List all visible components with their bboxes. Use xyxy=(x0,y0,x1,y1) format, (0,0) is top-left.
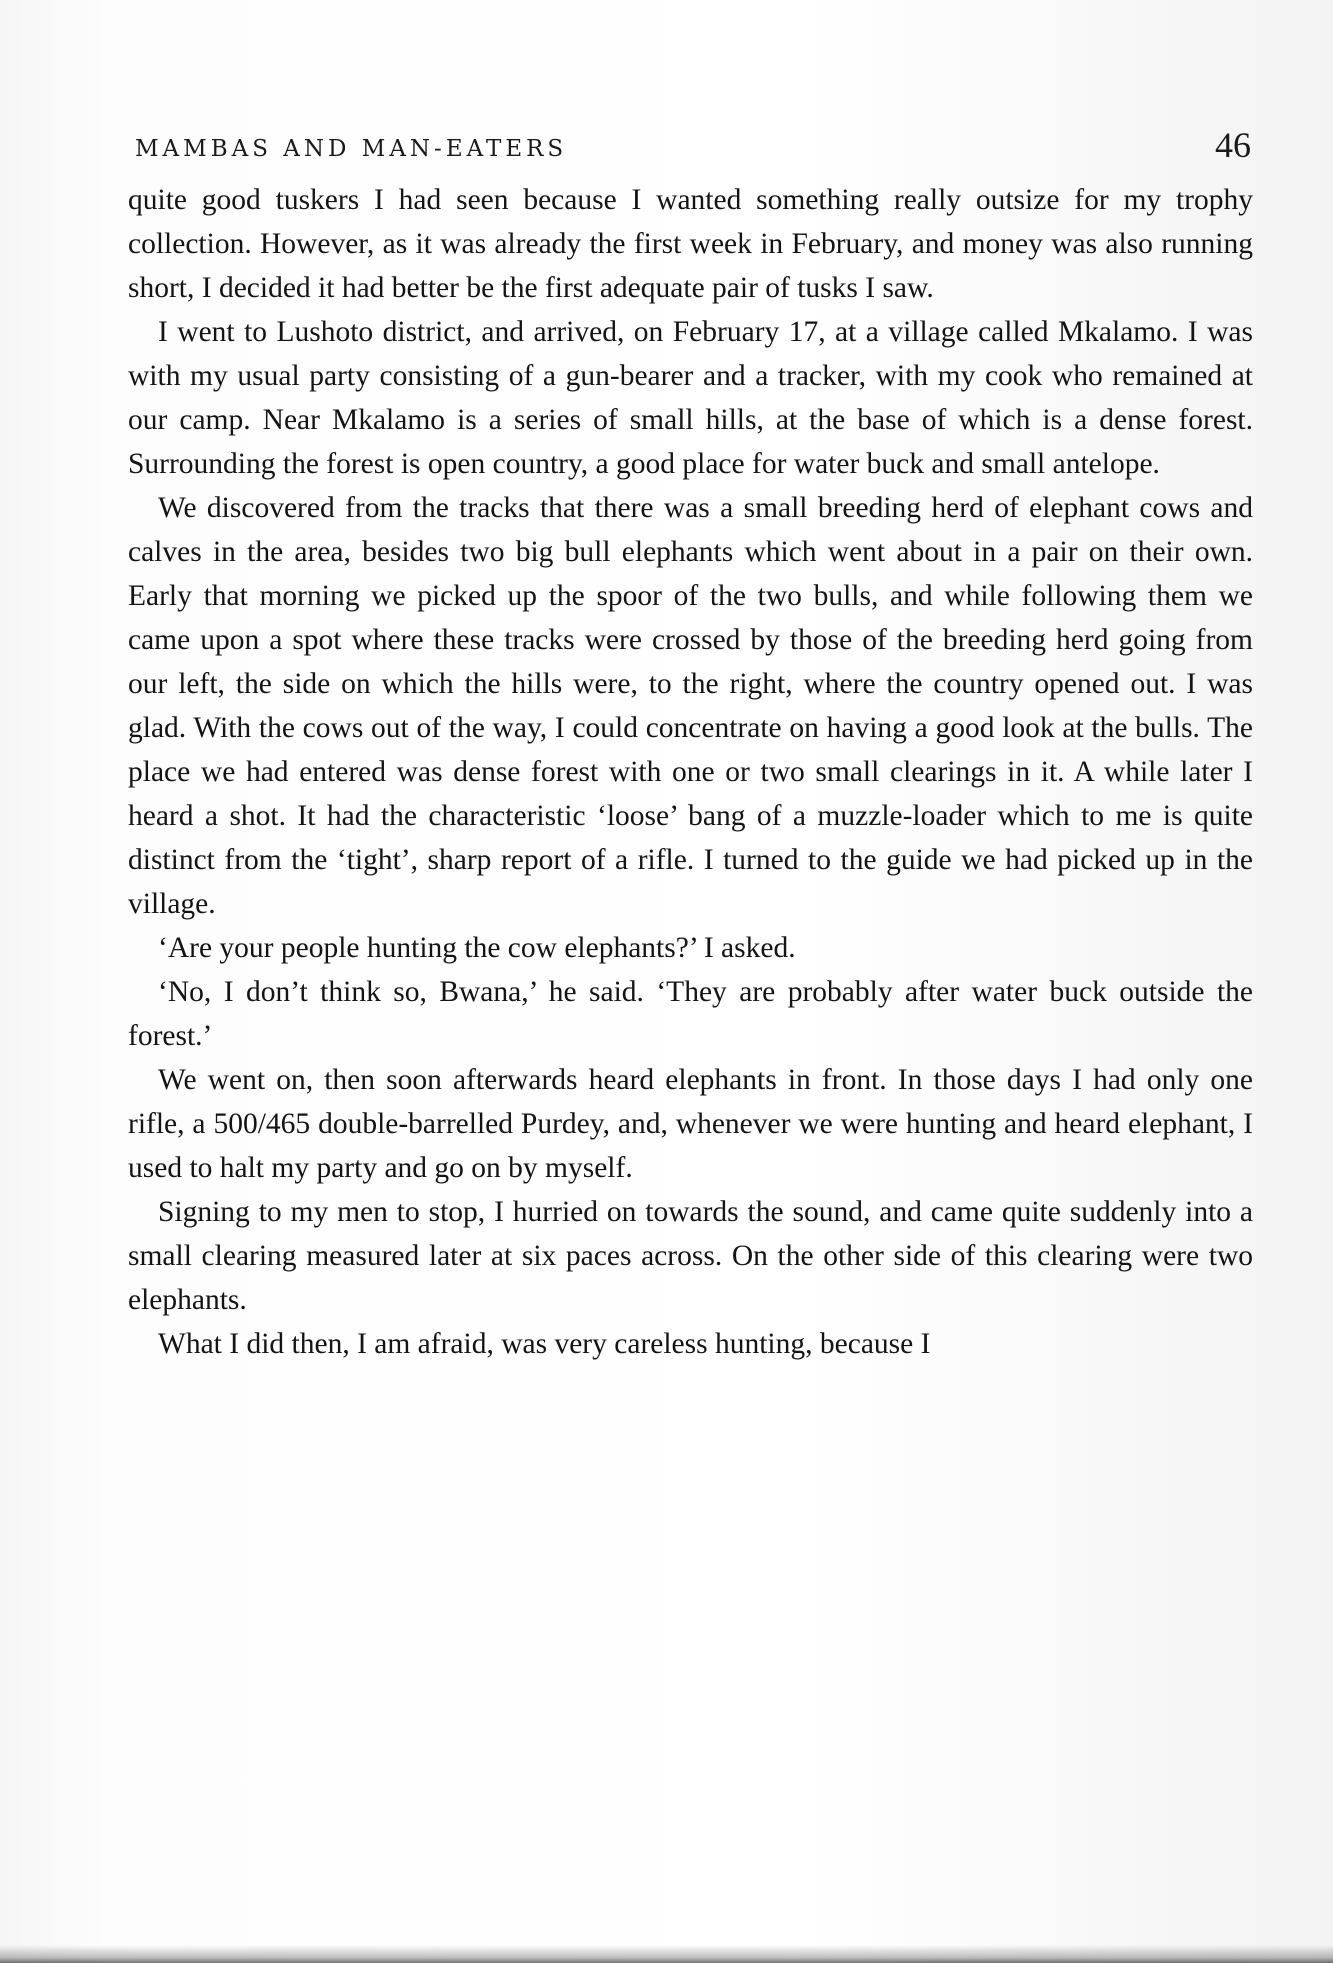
paragraph: Signing to my men to stop, I hurried on towards the sound, and came quite suddenly into a small clearing measured later at six paces across. On the other side of this clearing were two elephants. xyxy=(128,1196,1253,1316)
running-head: MAMBAS AND MAN-EATERS xyxy=(135,136,568,162)
paragraph: ‘No, I don’t think so, Bwana,’ he said. ‘They are probably after water buck outside the forest.’ xyxy=(128,976,1253,1052)
paragraph: We discovered from the tracks that there was a small breeding herd of elephant cows and calves in the area, besides two big bull elephants which went about in a pair on their own. Early that morning we picked up the spoor of the two bulls, and while following them we came upon a spot where these tracks were crossed by those of the breeding herd going from our left, the side on which the hills were, to the right, where the country opened out. I was glad. With the cows out of the way, I could concentrate on having a good look at the bulls. The place we had entered was dense forest with one or two small clearings in it. A while later I heard a shot. It had the characteristic ‘loose’ bang of a muzzle-loader which to me is quite distinct from the ‘tight’, sharp report of a rifle. I turned to the guide we had picked up in the village. xyxy=(128,492,1253,920)
paragraph: What I did then, I am afraid, was very careless hunting, because I xyxy=(158,1328,931,1360)
paragraph: ‘Are your people hunting the cow elephants?’ I asked. xyxy=(158,932,796,964)
body-text xyxy=(128,178,1253,1366)
page-header xyxy=(135,125,1255,168)
paragraph: I went to Lushoto district, and arrived, on February 17, at a village called Mkalamo. I was with my usual party consisting of a gun-bearer and a tracker, with my cook who remained at our camp. Near Mkalamo is a series of small hills, at the base of which is a dense forest. Surrounding the forest is open country, a good place for water buck and small antelope. xyxy=(128,316,1253,480)
page-edge-shadow xyxy=(0,1945,1333,1963)
paragraph: We went on, then soon afterwards heard elephants in front. In those days I had only one rifle, a 500/465 double-barrelled Purdey, and, whenever we were hunting and heard elephant, I used to halt my party and go on by myself. xyxy=(128,1064,1253,1184)
page-number: 46 xyxy=(1215,125,1251,165)
paragraph: quite good tuskers I had seen because I wanted something really outsize for my trophy collection. However, as it was already the first week in February, and money was also running short, I decided it had better be the first adequate pair of tusks I saw. xyxy=(128,184,1253,304)
